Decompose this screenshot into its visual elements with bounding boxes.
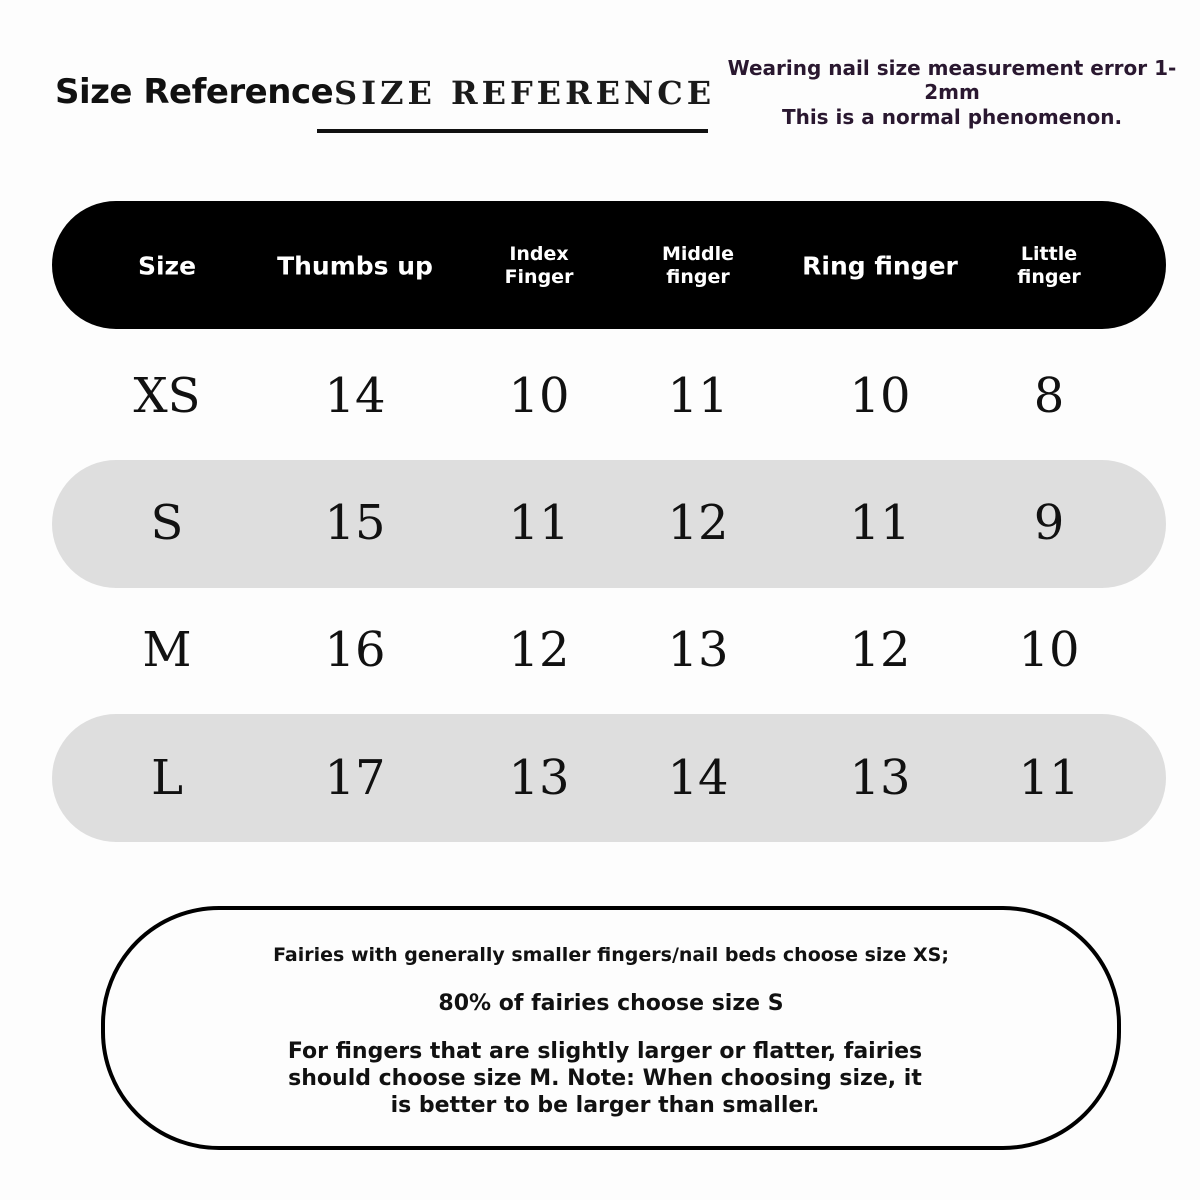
size-label: S [150,495,184,551]
table-cell: 11 [508,495,570,551]
table-cell: 12 [508,622,570,678]
column-header-middle: Middle finger [661,243,735,288]
table-cell: 13 [508,750,570,806]
table-cell: 15 [324,495,386,551]
table-cell: 11 [849,495,911,551]
table-cell: 11 [1018,750,1080,806]
table-cell: 12 [849,622,911,678]
table-cell: 9 [1033,495,1065,551]
size-label: M [142,622,192,678]
column-header-size: Size [137,251,197,281]
size-label: XS [133,368,201,424]
advice-line-m: For fingers that are slightly larger or flatter, fairies should choose size M. Note: When choosing size, it is better to be larger than smaller. [287,1039,923,1118]
table-cell: 13 [849,750,911,806]
table-cell: 10 [849,368,911,424]
advice-line-s: 80% of fairies choose size S [438,991,784,1016]
table-cell: 13 [667,622,729,678]
page-title-serif: SIZE REFERENCE [334,74,716,112]
table-cell: 11 [667,368,729,424]
column-header-ring: Ring finger [802,251,958,281]
column-header-thumb: Thumbs up [277,251,433,281]
title-underline [317,129,708,133]
table-row-band [52,714,1166,842]
table-cell: 17 [324,750,386,806]
page-title: Size Reference [55,72,334,112]
size-label: L [151,750,183,806]
table-cell: 14 [667,750,729,806]
column-header-index: Index Finger [504,243,574,288]
table-row-band [52,460,1166,588]
measurement-note-secondary: This is a normal phenomenon. [781,105,1123,129]
advice-line-xs: Fairies with generally smaller fingers/nail beds choose size XS; [273,944,949,966]
table-cell: 16 [324,622,386,678]
table-cell: 10 [508,368,570,424]
column-header-little: Little finger [1017,243,1081,288]
table-cell: 14 [324,368,386,424]
table-cell: 8 [1033,368,1065,424]
table-cell: 12 [667,495,729,551]
measurement-note: Wearing nail size measurement error 1-2mm [727,56,1177,104]
table-cell: 10 [1018,622,1080,678]
